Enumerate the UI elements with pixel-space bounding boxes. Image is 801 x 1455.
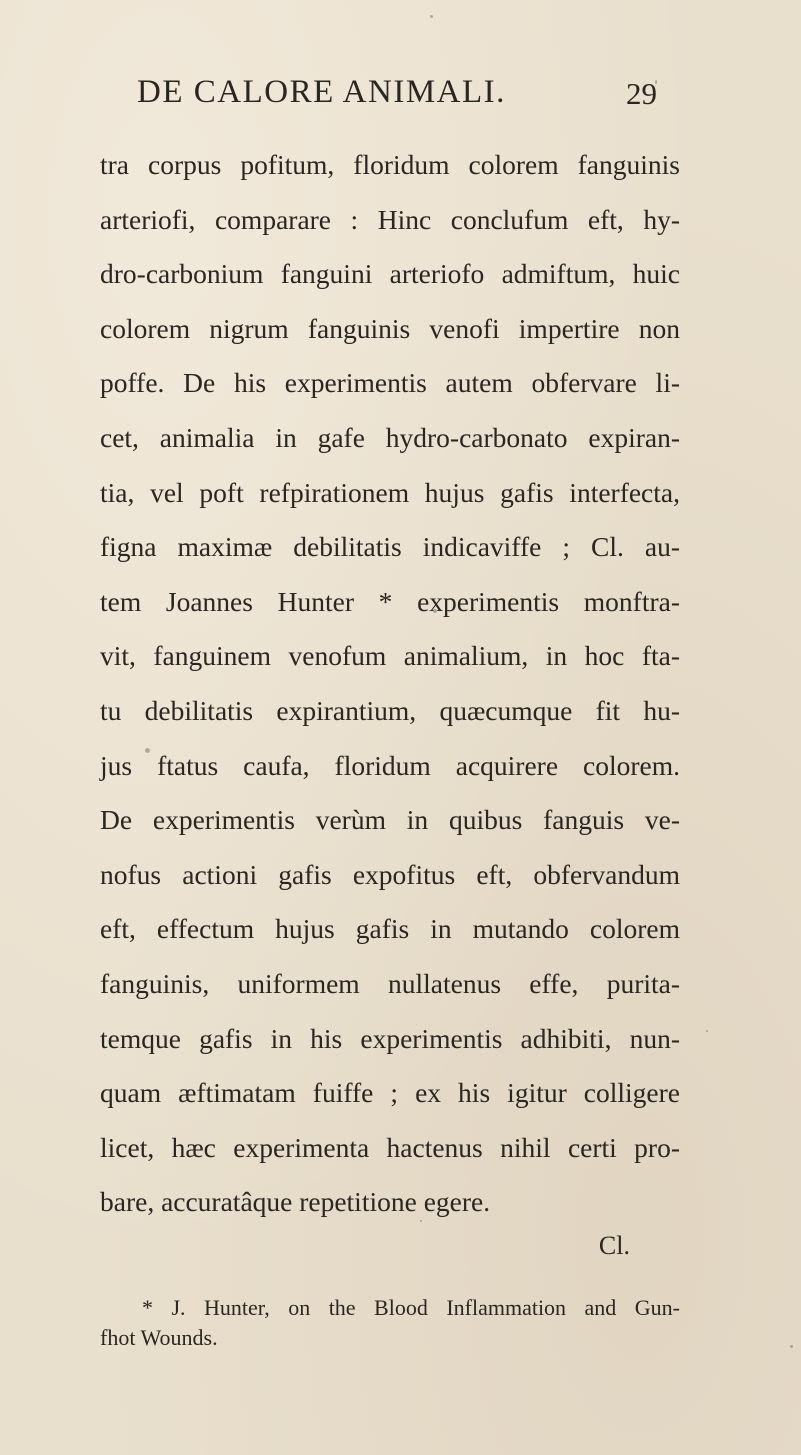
catchword-row [100,1226,630,1266]
running-head [137,72,657,112]
catchword: Cl. [598,1231,630,1260]
text-line: De experimentis verùm in quibus fanguis ve- [100,804,680,836]
text-line: jus ftatus caufa, floridum acquirere colorem. [100,749,680,781]
text-line: tia, vel poft refpirationem hujus gafis interfecta, [100,476,680,508]
text-line: vit, fanguinem venofum animalium, in hoc fta- [100,640,680,672]
footnote-line: * J. Hunter, on the Blood Inflammation and Gun- [142,1295,680,1320]
text-line: fanguinis, uniformem nullatenus effe, purita- [100,967,680,999]
text-line: tu debilitatis expirantium, quæcumque fit hu- [100,694,680,726]
page-number: 29 [626,76,657,111]
text-line: poffe. De his experimentis autem obfervare li- [100,367,680,399]
text-line: arteriofi, comparare : Hinc conclufum eft, hy- [100,203,680,235]
text-line: tem Joannes Hunter * experimentis monftra- [100,585,680,617]
footnote-line: fhot Wounds. [100,1325,218,1350]
text-line: colorem nigrum fanguinis venofi impertire non [100,312,680,344]
paper-speck [655,80,657,84]
paper-speck [706,1030,708,1032]
footnote [100,1293,680,1353]
text-line: figna maximæ debilitatis indicaviffe ; Cl. au- [100,531,680,563]
paper-speck [430,15,433,18]
text-line: nofus actioni gafis expofitus eft, obfervandum [100,858,680,890]
text-line: tra corpus pofitum, floridum colorem fanguinis [100,149,680,180]
text-line: eft, effectum hujus gafis in mutando colorem [100,913,680,945]
text-line: cet, animalia in gafe hydro-carbonato expiran- [100,421,680,453]
paper-speck [420,1220,422,1222]
paper-speck [433,609,437,613]
text-line: licet, hæc experimenta hactenus nihil certi pro- [100,1131,680,1163]
body-text [100,138,680,1230]
text-line: temque gafis in his experimentis adhibiti, nun- [100,1022,680,1054]
paper-speck [145,748,150,753]
paper-speck [790,1345,793,1348]
text-line: quam æftimatam fuiffe ; ex his igitur colligere [100,1077,680,1109]
text-line: bare, accuratâque repetitione egere. [100,1186,491,1218]
running-title: DE CALORE ANIMALI. [137,74,506,110]
text-line: dro-carbonium fanguini arteriofo admiftum, huic [100,258,680,290]
